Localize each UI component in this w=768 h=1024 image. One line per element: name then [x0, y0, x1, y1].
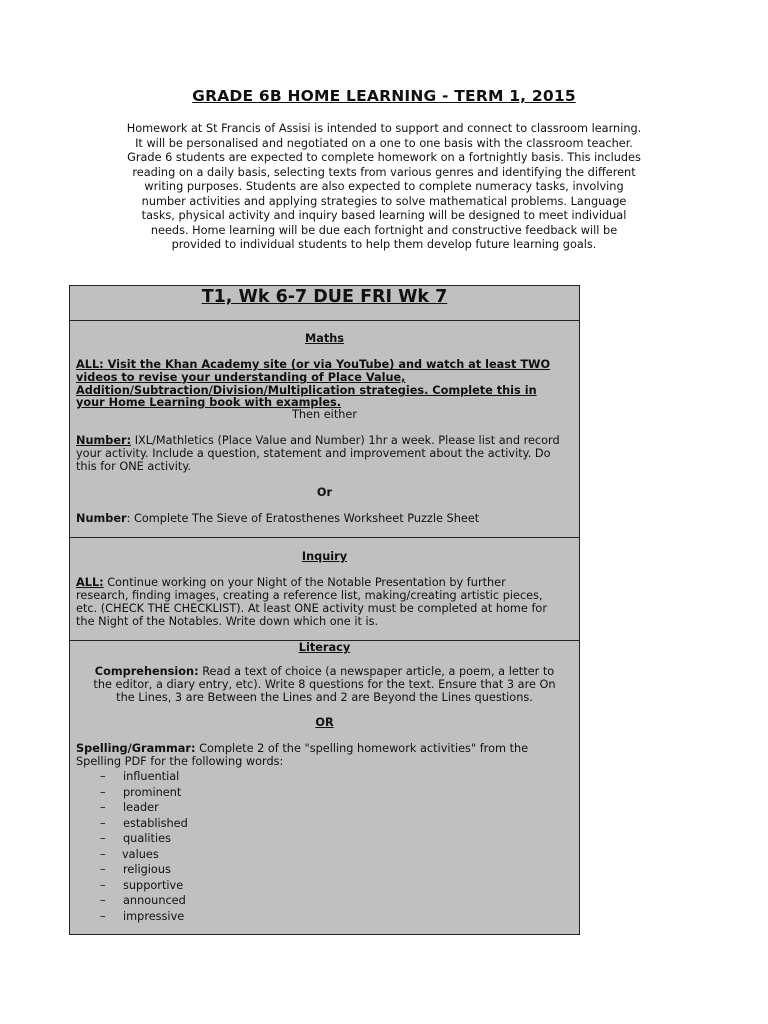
bullet-dash: – [100, 801, 106, 814]
spelling-word: influential [123, 770, 180, 783]
table-heading-cell [70, 286, 579, 321]
number-option-1-line: this for ONE activity. [76, 460, 192, 473]
bullet-dash: – [100, 909, 106, 923]
intro-line: writing purposes. Students are also expected to complete numeracy tasks, involving [144, 180, 624, 193]
comprehension-text: Read a text of choice (a newspaper article, a poem, a letter to [198, 665, 555, 678]
inquiry-heading: Inquiry [301, 550, 348, 563]
comprehension-line [70, 665, 579, 678]
bullet-dash: – [100, 863, 106, 876]
spelling-word: announced [123, 894, 186, 907]
maths-heading: Maths [304, 332, 345, 345]
inquiry-text: Continue working on your Night of the Notable Presentation by further [103, 576, 506, 589]
spelling-word: qualities [123, 832, 171, 845]
bullet-dash: – [100, 847, 106, 861]
inquiry-section [70, 538, 579, 641]
spelling-line: Spelling PDF for the following words: [76, 755, 284, 768]
number-text: IXL/Mathletics (Place Value and Number) 1hr a week. Please list and record [131, 434, 560, 447]
number-option-1-line: your activity. Include a question, statement and improvement about the activity. Do [76, 447, 551, 460]
comprehension-line: the editor, a diary entry, etc). Write 8 questions for the text. Ensure that 3 are On [93, 678, 556, 691]
number-option-1 [76, 434, 560, 447]
literacy-heading: Literacy [298, 641, 351, 654]
intro-line: Grade 6 students are expected to complete homework on a fortnightly basis. This includes [127, 151, 641, 164]
bullet-dash: – [100, 785, 106, 799]
intro-line: reading on a daily basis, selecting texts from various genres and identifying the different [132, 165, 636, 179]
spelling-word: leader [123, 801, 159, 814]
document-title: GRADE 6B HOME LEARNING - TERM 1, 2015 [192, 87, 576, 105]
intro-line: number activities and applying strategies to solve mathematical problems. Language [141, 194, 627, 208]
maths-or-text: Or [316, 486, 333, 499]
bullet-dash: – [100, 770, 106, 783]
bullet-dash: – [100, 894, 106, 907]
homework-table [69, 285, 580, 935]
maths-all-line: Addition/Subtraction/Division/Multiplication strategies. Complete this in [76, 384, 537, 397]
bullet-dash: – [100, 816, 106, 830]
spelling-label: Spelling/Grammar: [76, 742, 196, 755]
intro-line: provided to individual students to help them develop future learning goals. [171, 238, 597, 251]
number-option-2 [76, 512, 479, 525]
intro-line: It will be personalised and negotiated on a one to one basis with the classroom teacher. [135, 136, 633, 150]
bullet-dash: – [100, 878, 106, 892]
spelling-word: prominent [123, 785, 182, 799]
number-label: Number [76, 512, 127, 525]
inquiry-line: research, finding images, creating a reference list, making/creating artistic pieces, [76, 589, 543, 602]
spelling-text: Complete 2 of the "spelling homework activities" from the [195, 742, 529, 755]
intro-line: tasks, physical activity and inquiry based learning will be designed to meet individual [141, 209, 627, 222]
number-label: Number: [76, 434, 132, 447]
intro-paragraph [112, 122, 656, 253]
inquiry-all-label: ALL: [76, 576, 104, 589]
comprehension-label: Comprehension: [94, 665, 199, 678]
spelling-word: established [123, 816, 188, 830]
maths-all-line: ALL: Visit the Khan Academy site (or via YouTube) and watch at least TWO [76, 358, 551, 371]
spelling-line [76, 742, 528, 755]
literacy-or-text: OR [315, 716, 334, 729]
maths-section [70, 321, 579, 538]
bullet-dash: – [100, 832, 106, 845]
intro-line: needs. Home learning will be due each fortnight and constructive feedback will be [150, 223, 618, 237]
number-text: : Complete The Sieve of Eratosthenes Worksheet Puzzle Sheet [126, 512, 480, 525]
maths-all-line: videos to revise your understanding of Place Value, [76, 371, 406, 384]
then-either-text: Then either [291, 408, 358, 421]
inquiry-line: the Night of the Notables. Write down which one it is. [76, 615, 379, 628]
table-heading: T1, Wk 6-7 DUE FRI Wk 7 [201, 287, 448, 307]
inquiry-line [76, 576, 506, 589]
inquiry-line: etc. (CHECK THE CHECKLIST). At least ONE activity must be completed at home for [76, 602, 547, 615]
spelling-word: supportive [123, 878, 184, 892]
spelling-word: religious [123, 863, 171, 876]
intro-line: Homework at St Francis of Assisi is intended to support and connect to classroom learning. [126, 122, 642, 135]
maths-all-line: your Home Learning book with examples. [76, 396, 342, 409]
spelling-word: impressive [123, 909, 185, 923]
spelling-word: values [122, 847, 159, 861]
literacy-section [70, 641, 579, 933]
comprehension-line: the Lines, 3 are Between the Lines and 2 are Beyond the Lines questions. [116, 691, 533, 704]
